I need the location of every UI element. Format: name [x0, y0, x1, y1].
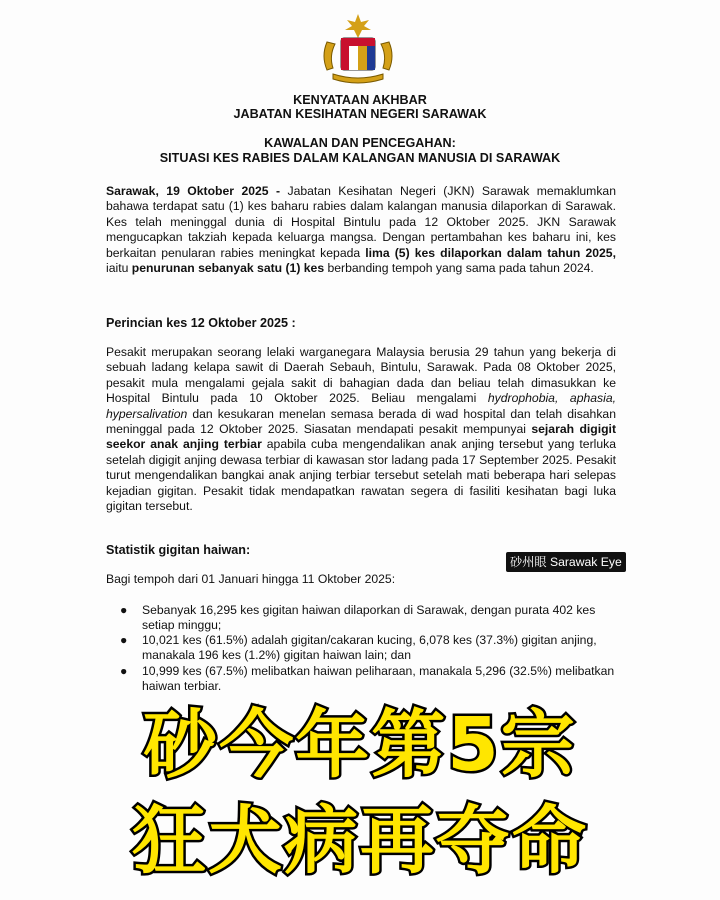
document-title-line-2: SITUASI KES RABIES DALAM KALANGAN MANUSIA DI SARAWAK: [159, 151, 561, 165]
document-title-line-1: KAWALAN DAN PENCEGAHAN:: [264, 136, 456, 150]
statistics-heading: Statistik gigitan haiwan:: [106, 543, 251, 557]
case-detail-paragraph: Pesakit merupakan seorang lelaki warganegara Malaysia berusia 29 tahun yang bekerja di sebuah ladang kelapa sawit di Daerah Sebauh, Bintulu, Sarawak. Pada 08 Oktober 2025, pesakit mula mengalami gejala sakit di bahagian dada dan beliau telah dimasukkan ke Hospital Bintulu pada 10 Oktober 2025. Beliau mengalami hydrophobia, aphasia, hypersalivation dan kesukaran menelan semasa berada di wad hospital dan telah disahkan meninggal pada 12 Oktober 2025. Siasatan mendapati pesakit mempunyai sejarah digigit seekor anak anjing terbiar apabila cuba mengendalikan anak anjing tersebut yang terluka setelah digigit anjing dewasa terbiar di kawasan stor ladang pada 17 September 2025. Pesakit turut mengendalikan bangkai anak anjing terbiar tersebut setelah mati beberapa hari selepas kejadian gigitan. Pesakit tidak mendapatkan rawatan segera di fasiliti kesihatan bagi luka gigitan tersebut.: [106, 345, 617, 514]
statistics-period: Bagi tempoh dari 01 Januari hingga 11 Oktober 2025:: [106, 572, 396, 586]
bullet-dot-icon: ●: [120, 633, 128, 647]
bullet-dot-icon: ●: [120, 603, 128, 617]
press-release-page: KENYATAAN AKHBAR JABATAN KESIHATAN NEGERI SARAWAK KAWALAN DAN PENCEGAHAN: SITUASI KES RABIES DALAM KALANGAN MANUSIA DI SARAWAK Sarawak, 19 Oktober 2025 - Jabatan Kesihatan Negeri (JKN) Sarawak memaklumkan bahawa terdapat satu (1) kes baharu rabies dalam kalangan manusia dilaporkan di Sarawak. Kes telah meninggal dunia di Hospital Bintulu pada 12 Oktober 2025. JKN Sarawak mengucapkan takziah kepada keluarga mangsa. Dengan pertambahan kes baharu ini, kes berkaitan penularan rabies meningkat kepada lima (5) kes dilaporkan dalam tahun 2025, iaitu penurunan sebanyak satu (1) kes berbanding tempoh yang sama pada tahun 2024. Perincian kes 12 Oktober 2025 : Pesakit merupakan seorang lelaki warganegara Malaysia berusia 29 tahun yang bekerja di sebuah ladang kelapa sawit di Daerah Sebauh, Bintulu, Sarawak. Pada 08 Oktober 2025, pesakit mula mengalami gejala sakit di bahagian dada dan beliau telah dimasukkan ke Hospital Bintulu pada 10 Oktober 2025. Beliau mengalami hydrophobia, aphasia, hypersalivation dan kesukaran menelan semasa berada di wad hospital dan telah disahkan meninggal pada 12 Oktober 2025. Siasatan mendapati pesakit mempunyai sejarah digigit seekor anak anjing terbiar apabila cuba mengendalikan anak anjing tersebut yang terluka setelah digigit anjing dewasa terbiar di kawasan stor ladang pada 17 September 2025. Pesakit turut mengendalikan bangkai anak anjing terbiar tersebut setelah mati beberapa hari selepas kejadian gigitan. Pesakit tidak mendapatkan rawatan segera di fasiliti kesihatan bagi luka gigitan tersebut. Statistik gigitan haiwan: 砂州眼 Sarawak Eye Bagi tempoh dari 01 Januari hingga 11 Oktober 2025: ● Sebanyak 16,295 kes gigitan haiwan dilaporkan di Sarawak, dengan purata 402 kes setiap minggu; ● 10,021 kes (61.5%) adalah gigitan/cakaran kucing, 6,078 kes (37.3%) gigitan anjing, manakala 196 kes (1.2%) gigitan haiwan lain; dan ● 10,999 kes (67.5%) melibatkan haiwan peliharaan, manakala 5,296 (32.5%) melibatkan haiwan terbiar. 砂今年第5宗 狂犬病再夺命: [0, 0, 720, 900]
department-name: JABATAN KESIHATAN NEGERI SARAWAK: [233, 107, 487, 121]
headline-overlay-line-2: 狂犬病再夺命: [132, 798, 588, 884]
case-detail-heading: Perincian kes 12 Oktober 2025 :: [106, 316, 296, 330]
malaysia-coat-of-arms-icon: [313, 12, 403, 88]
intro-paragraph: Sarawak, 19 Oktober 2025 - Jabatan Kesihatan Negeri (JKN) Sarawak memaklumkan bahawa terdapat satu (1) kes baharu rabies dalam kalangan manusia dilaporkan di Sarawak. Kes telah meninggal dunia di Hospital Bintulu pada 12 Oktober 2025. JKN Sarawak mengucapkan takziah kepada keluarga mangsa. Dengan pertambahan kes baharu ini, kes berkaitan penularan rabies meningkat kepada lima (5) kes dilaporkan dalam tahun 2025, iaitu penurunan sebanyak satu (1) kes berbanding tempoh yang sama pada tahun 2024.: [106, 184, 616, 276]
sarawak-eye-watermark: 砂州眼 Sarawak Eye: [506, 552, 626, 572]
headline-overlay-line-1: 砂今年第5宗: [143, 702, 577, 788]
press-release-label: KENYATAAN AKHBAR: [293, 93, 427, 107]
dateline: Sarawak, 19 Oktober 2025 -: [106, 184, 281, 198]
bullet-dot-icon: ●: [120, 664, 128, 678]
